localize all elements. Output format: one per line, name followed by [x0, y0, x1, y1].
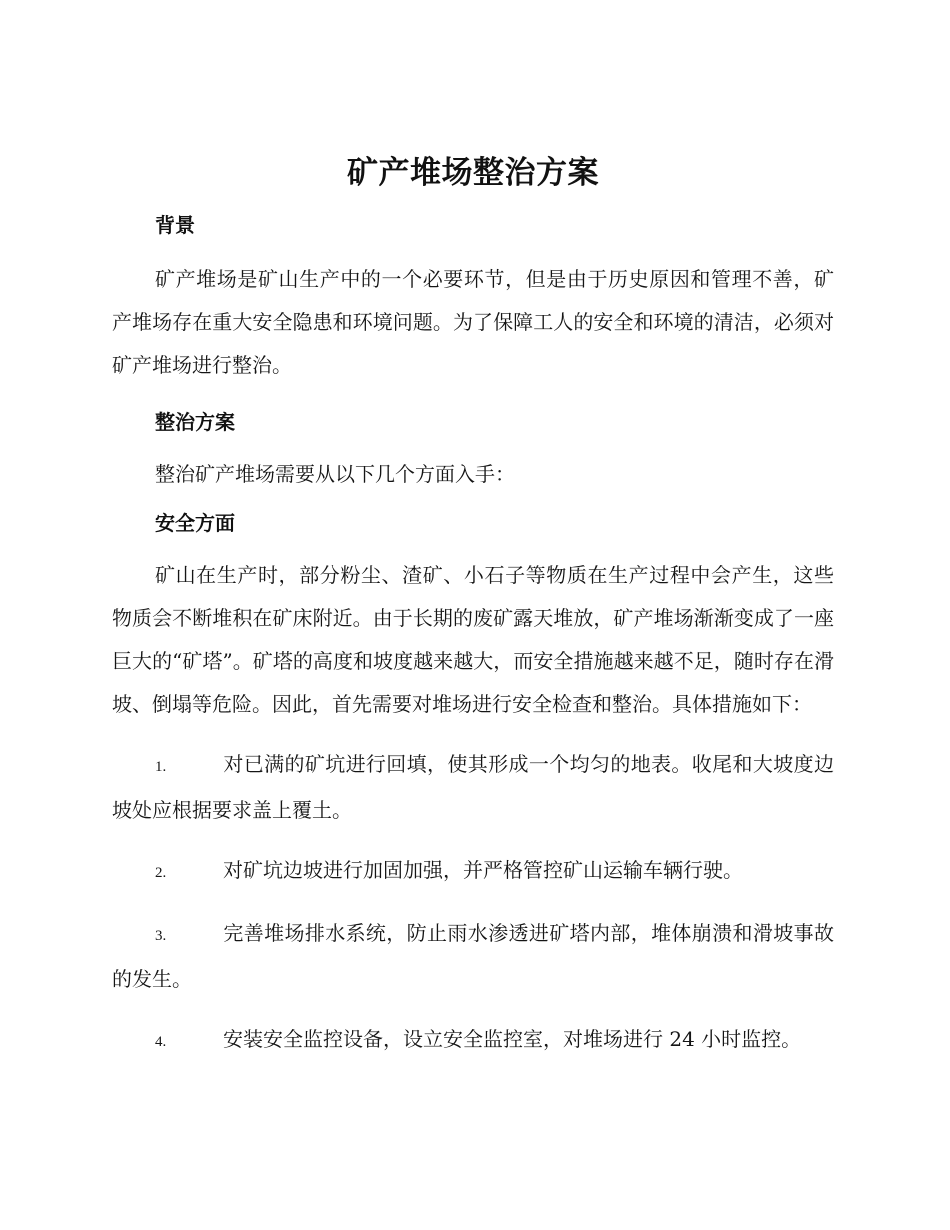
measure-item-4: [112, 1018, 802, 1064]
background-paragraph: 矿产堆场是矿山生产中的一个必要环节，但是由于历史原因和管理不善，矿产堆场存在重大安全隐患和环境问题。为了保障工人的安全和环境的清洁，必须对矿产堆场进行整治。: [112, 267, 834, 377]
measure-text: 对矿坑边坡进行加固加强，并严格管控矿山运输车辆行驶。: [223, 858, 743, 882]
safety-paragraph: 矿山在生产时，部分粉尘、渣矿、小石子等物质在生产过程中会产生，这些物质会不断堆积在矿床附近。由于长期的废矿露天堆放，矿产堆场渐渐变成了一座巨大的“矿塔”。矿塔的高度和坡度越来越大，而安全措施越来越不足，随时存在滑坡、倒塌等危险。因此，首先需要对堆场进行安全检查和整治。具体措施如下：: [112, 563, 834, 716]
measure-text: 对已满的矿坑进行回填，使其形成一个均匀的地表。收尾和大坡度边坡处应根据要求盖上覆土。: [112, 752, 834, 822]
plan-paragraph: 整治矿产堆场需要从以下几个方面入手：: [155, 462, 515, 486]
document-page: [112, 0, 834, 1064]
measure-text: 安装安全监控设备，设立安全监控室，对堆场进行 24 小时监控。: [223, 1027, 802, 1051]
measure-number: 1.: [155, 759, 167, 775]
measure-item-2: [112, 849, 834, 895]
measure-text: 完善堆场排水系统，防止雨水渗透进矿塔内部，堆体崩溃和滑坡事故的发生。: [112, 921, 834, 991]
document-title: 矿产堆场整治方案: [347, 155, 599, 191]
measure-number: 3.: [155, 928, 167, 944]
measure-number: 4.: [155, 1034, 167, 1050]
section-heading-safety: 安全方面: [155, 511, 235, 535]
section-heading-plan: 整治方案: [155, 410, 235, 434]
measure-number: 2.: [155, 865, 167, 881]
measure-item-3: [112, 912, 834, 1001]
measure-item-1: [112, 743, 834, 832]
section-heading-background: 背景: [155, 213, 195, 237]
